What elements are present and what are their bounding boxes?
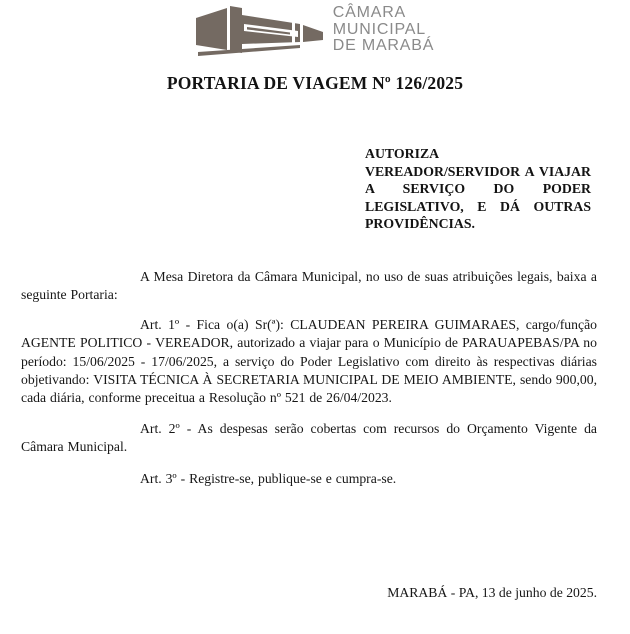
org-wordmark-line-1: CÂMARA	[332, 4, 407, 21]
document-header	[0, 0, 630, 59]
org-wordmark	[333, 3, 434, 55]
article-2-paragraph: Art. 2º - As despesas serão cobertas com recursos do Orçamento Vigente da Câmara Municipal.	[21, 420, 597, 455]
article-3-paragraph: Art. 3º - Registre-se, publique-se e cumpra-se.	[140, 470, 397, 486]
place-date-line: MARABÁ - PA, 13 de junho de 2025.	[387, 585, 597, 601]
document-body	[0, 145, 630, 602]
preamble-paragraph: A Mesa Diretora da Câmara Municipal, no uso de suas atribuições legais, baixa a seguinte Portaria:	[21, 268, 597, 303]
ementa-summary: AUTORIZA VEREADOR/SERVIDOR A VIAJAR A SERVIÇO DO PODER LEGISLATIVO, E DÁ OUTRAS PROVIDÊNCIAS.	[365, 146, 591, 232]
org-wordmark-line-2: MUNICIPAL	[332, 20, 426, 38]
org-wordmark-line-3: DE MARABÁ	[332, 37, 435, 54]
camara-building-logo-icon	[196, 3, 326, 59]
article-1-paragraph: Art. 1º - Fica o(a) Sr(ª): CLAUDEAN PEREIRA GUIMARAES, cargo/função AGENTE POLITICO - VEREADOR, autorizado a viajar para o Município de PARAUAPEBAS/PA no período: 15/06/2025 - 17/06/2025, a serviço do Poder Legislativo com direito às respectivas diárias objetivando: VISITA TÉCNICA À SECRETARIA MUNICIPAL DE MEIO AMBIENTE, sendo 900,00, cada diária, conforme preceitua a Resolução nº 521 de 26/04/2023.	[21, 316, 597, 406]
document-title: PORTARIA DE VIAGEM Nº 126/2025	[166, 73, 464, 93]
